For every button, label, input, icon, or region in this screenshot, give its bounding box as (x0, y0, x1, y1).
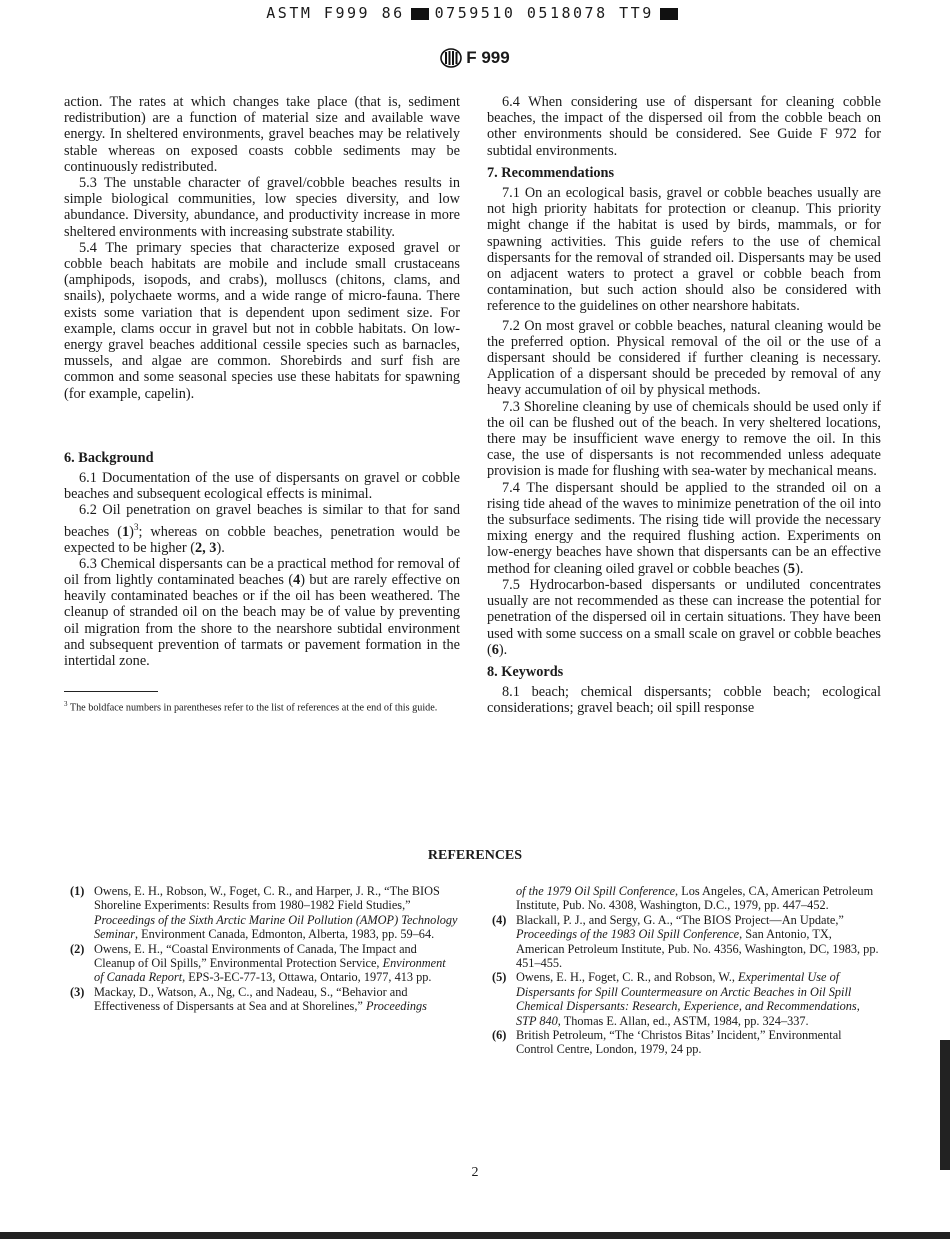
paragraph-6-1: 6.1 Documentation of the use of dispersants on gravel or cobble beaches and subsequent ecological effects is minimal. (64, 470, 460, 503)
paragraph-7-1: 7.1 On an ecological basis, gravel or cobble beaches usually are not high priority habitats for protection or cleanup. This priority might change if the habitat is used by birds, mammals, or for spawning activities. This guide refers to the use of chemical dispersants for the removal of stranded oil. Dispersants may be used on adjacent waters to protect a gravel or cobble beach from contamination, but such action should also be considered with reference to the guidelines on other nearshore habitats. (487, 185, 881, 315)
right-column (487, 94, 881, 717)
section-6-heading: 6. Background (64, 449, 154, 466)
black-block-mark (411, 8, 429, 20)
paragraph-7-5: 7.5 Hydrocarbon-based dispersants or undiluted concentrates usually are not recommended as these can increase the potential for penetration of the dispersed oil in certain situations. They have been used with some success on a small scale on gravel or cobble beaches (6). (487, 576, 881, 658)
page-number: 2 (471, 1165, 479, 1180)
paragraph-8-1: 8.1 beach; chemical dispersants; cobble beach; ecological considerations; gravel beach; oil spill response (487, 684, 881, 717)
footnote-rule (64, 691, 158, 692)
scan-bottom-edge (0, 1232, 950, 1239)
references-left (68, 884, 458, 1014)
reference-3-continued: of the 1979 Oil Spill Conference, Los Angeles, CA, American Petroleum Institute, Pub. No. 4308, Washington, D.C., 1979, pp. 447–452. (516, 884, 874, 913)
section-8-heading: 8. Keywords (487, 663, 564, 680)
astm-logo-icon (440, 48, 462, 68)
standard-number: F 999 (466, 48, 510, 67)
paragraph-7-2: 7.2 On most gravel or cobble beaches, natural cleaning would be the preferred option. Physical removal of the oil or the use of a dispersant should be considered if further cleaning is necessary. Application of a dispersant should be preceded by removal of any heavy accumulation of oil by physical methods. (487, 317, 881, 399)
code-right: 0759510 0518078 TT9 (434, 4, 654, 22)
paragraph-7-3: 7.3 Shoreline cleaning by use of chemicals should be used only if the oil can be flushed out of the beach. In very sheltered locations, there may be insufficient wave energy to remove the oil. In this case, the use of dispersants is not recommended unless adequate provision is made for flushing with sea-water by mechanical means. (487, 398, 881, 480)
section-7-heading: 7. Recommendations (487, 164, 615, 181)
document-code-line (0, 4, 950, 22)
paragraph-6-3: 6.3 Chemical dispersants can be a practical method for removal of oil from lightly contaminated beaches (4) but are rarely effective on heavily contaminated beaches or if the oil has been weathered. The cleanup of stranded oil on the beach may be of value by preventing oil migration from the shore to the nearshore subtidal environment and subsequent prevention of tarmats or pavement formation in the intertidal zone. (64, 555, 460, 670)
paragraph-5-3: 5.3 The unstable character of gravel/cobble beaches results in simple biological communities, low species diversity, and low abundance. Diversity, abundance, and productivity increase in more sheltered environments with increasing substrate stability. (64, 175, 460, 240)
reference-5: (5) Owens, E. H., Foget, C. R., and Robson, W., Experimental Use of Dispersants for Spill Countermeasure on Arctic Beaches in Oil Spill Chemical Dispersants: Research, Experience, and Recommendations, STP 840, Thomas E. Allan, ed., ASTM, 1984, pp. 324–337. (492, 970, 860, 1028)
reference-1: (1) Owens, E. H., Robson, W., Foget, C. R., and Harper, J. R., “The BIOS Shoreline Experiments: Results from 1980–1982 Field Studies,” Proceedings of the Sixth Arctic Marine Oil Pollution (AMOP) Technology Seminar, Environment Canada, Edmonton, Alberta, 1983, pp. 59–64. (70, 884, 458, 942)
reference-6: (6) British Petroleum, “The ‘Christos Bitas’ Incident,” Environmental Control Centre, London, 1979, 24 pp. (492, 1028, 842, 1057)
standard-designation (0, 48, 950, 68)
paragraph-7-4: 7.4 The dispersant should be applied to the stranded oil on a rising tide ahead of the waves to minimize penetration of the oil into the subsurface sediments. The rising tide will provide the necessary mixing energy and the required flushing action. Experiments on low-energy beaches have shown that dispersants can be an effective method for cleaning oiled gravel or cobble beaches (5). (487, 479, 881, 577)
black-block-mark (660, 8, 678, 20)
reference-4: (4) Blackall, P. J., and Sergy, G. A., “The BIOS Project—An Update,” Proceedings of the 1983 Oil Spill Conference, San Antonio, TX, American Petroleum Institute, Pub. No. 4356, Washington, DC, 1983, pp. 451–455. (492, 912, 879, 971)
paragraph-6-2: 6.2 Oil penetration on gravel beaches is similar to that for sand beaches $(1)^3$; whereas on cobble beaches, penetration would be expected to be higher (2, 3). (64, 502, 460, 556)
references-heading: REFERENCES (427, 848, 523, 863)
reference-3: (3) Mackay, D., Watson, A., Ng, C., and Nadeau, S., “Behavior and Effectiveness of Dispersants at Sea and at Shorelines,” Proceedings (70, 984, 427, 1014)
footnote: $^3$ The boldface numbers in parentheses refer to the list of references at the end of this guide. (64, 700, 438, 714)
left-column (64, 94, 460, 715)
code-left: ASTM F999 86 (266, 4, 405, 22)
scan-edge-mark (940, 1040, 950, 1170)
reference-2: (2) Owens, E. H., “Coastal Environments of Canada, The Impact and Cleanup of Oil Spills,” Environmental Protection Service, Environment of Canada Report, EPS-3-EC-77-13, Ottawa, Ontario, 1977, 413 pp. (70, 941, 446, 985)
paragraph-5-4: 5.4 The primary species that characterize exposed gravel or cobble beach habitats are mobile and include small crustaceans (amphipods, isopods, and crabs), molluscs (chitons, clams, and snails), polychaete worms, and a wide range of micro-fauna. There exists some variation that is dependent upon sediment size. For example, clams occur in gravel but not in cobble habitats. On low-energy gravel beaches additional cessile species such as barnacles, mussels, and algae are common. Shorebirds and surf fish are common and some seasonal species use these habitats for spawning (for example, capelin). (64, 239, 460, 402)
paragraph-5-2-cont: action. The rates at which changes take place (that is, sediment redistribution) are a function of material size and available wave energy. In sheltered environments, gravel beaches may be relatively stable whereas on exposed coasts cobble sediments may be continuously redistributed. (64, 94, 460, 175)
references-right (490, 884, 882, 1057)
paragraph-6-4: 6.4 When considering use of dispersant for cleaning cobble beaches, the impact of the dispersed oil from the cobble beach on other environments should be considered. See Guide F 972 for subtidal environments. (487, 94, 881, 159)
